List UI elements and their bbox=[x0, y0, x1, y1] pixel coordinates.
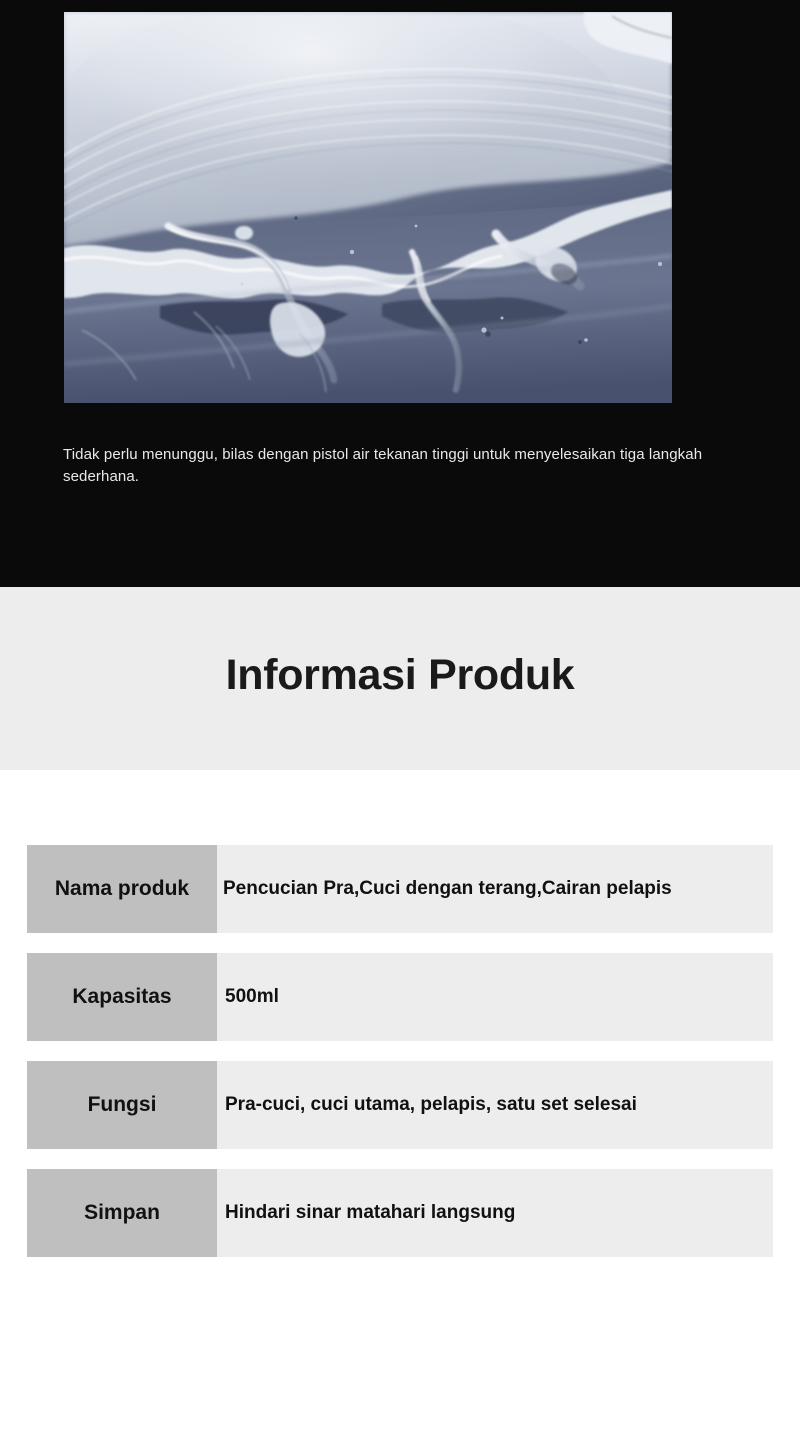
spec-label-kapasitas: Kapasitas bbox=[27, 953, 217, 1041]
spec-table bbox=[27, 845, 773, 1257]
car-water-sheeting-illustration bbox=[64, 12, 672, 403]
hero-section bbox=[0, 0, 800, 587]
page-title: Informasi Produk bbox=[225, 651, 575, 699]
product-spec-section bbox=[0, 770, 800, 1443]
product-demo-photo bbox=[64, 12, 672, 403]
product-info-title-band bbox=[0, 587, 800, 770]
spec-value-nama-produk: Pencucian Pra,Cuci dengan terang,Cairan pelapis bbox=[217, 845, 773, 933]
spec-value-simpan: Hindari sinar matahari langsung bbox=[217, 1169, 773, 1257]
table-row bbox=[27, 845, 773, 933]
table-row bbox=[27, 1061, 773, 1149]
hero-caption: Tidak perlu menunggu, bilas dengan pistol air tekanan tinggi untuk menyelesaikan tiga langkah sederhana. bbox=[63, 446, 703, 485]
spec-label-simpan: Simpan bbox=[27, 1169, 217, 1257]
spec-label-nama-produk: Nama produk bbox=[27, 845, 217, 933]
spec-value-kapasitas: 500ml bbox=[217, 953, 773, 1041]
table-row bbox=[27, 1169, 773, 1257]
spec-value-fungsi: Pra-cuci, cuci utama, pelapis, satu set selesai bbox=[217, 1061, 773, 1149]
table-row bbox=[27, 953, 773, 1041]
spec-label-fungsi: Fungsi bbox=[27, 1061, 217, 1149]
